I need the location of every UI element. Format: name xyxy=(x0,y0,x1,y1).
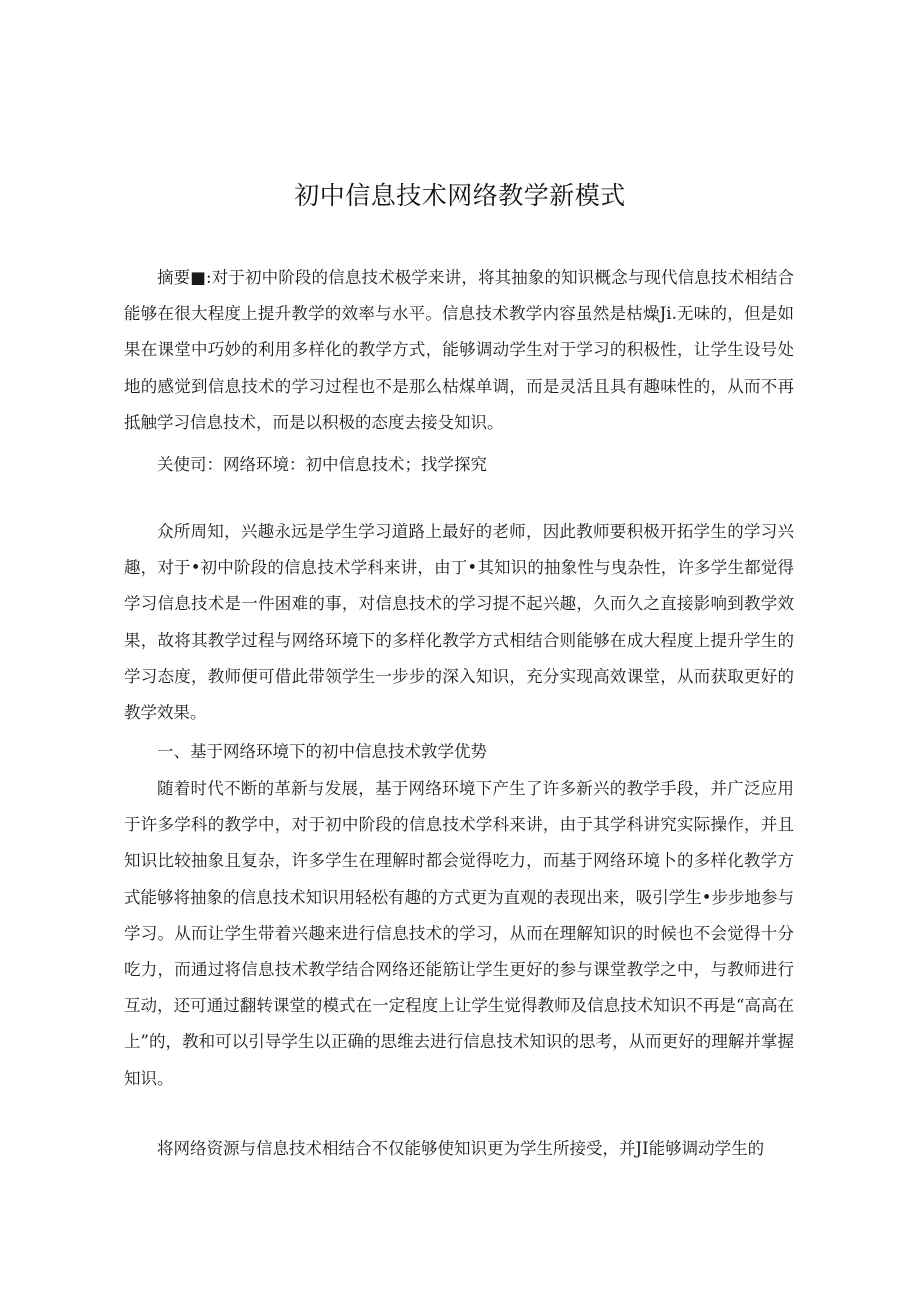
abstract-paragraph: 摘要■:对于初中阶段的信息技术极学来讲，将其抽象的知识概念与现代信息技术相结合能够在很大程度上提升教学的效率与水平。信息技术教学内容虽然是枯燥Ji.无味的，但是如果在课堂中巧妙的利用多样化的教学方式，能够调动学生对于学习的积极性，让学生设号处地的感觉到信息技术的学习过程也不是那么枯煤单调，而是灵活且具有趣味性的，从而不再抵触学习信息技术，而是以积极的态度去接殳知识。 xyxy=(124,268,794,432)
body-paragraph: 将网络资源与信息技术相结合不仅能够使知识更为学生所接受，并JI能够调动学生的 xyxy=(157,1139,765,1158)
keywords-line: 关使司：网络环境：初中信息技术；找学探究 xyxy=(157,455,487,474)
document-title: 初中信息技术网络教学新模式 xyxy=(294,181,626,210)
body-paragraph: 随着时代不断的革新与发展，基于网络环境下产生了许多新兴的教学手段，并广泛应用于许多学科的教学中，对于初中阶段的信息技术学科来讲，由于其学科讲究实际操作，并且知识比较抽象且复杂，许多学生在理解时都会觉得吃力，而基于网络环境卜的多样化教学方式能够将抽象的信息技术知识用轻松有趣的方式更为直观的表现出来，吸引学生•步步地参与学习。从而让学生带着兴趣来进行信息技术的学习，从而在理解知识的时候也不会觉得十分吃力，而通过将信息技术教学结合网络还能筋让学生更好的参与课堂教学之中，与教师进行互动，还可通过翻转课堂的模式在一定程度上让学生觉得教师及信息技术知识不再是“高高在上”的，教和可以引导学生以正确的思维去进行信息技术知识的思考，从而更好的理解并掌握知识。 xyxy=(124,779,794,1088)
section-heading: 一、基于网络环境下的初中信息技术敦学优势 xyxy=(157,742,487,761)
body-paragraph: 众所周知，兴趣永远是学生学习道路上最好的老师，因此教师要积极开拓学生的学习兴趣，对于•初中阶段的信息技术学科来讲，由丁•其知识的抽象性与曳杂性，许多学生都觉得学习信息技术是一件困难的事，对信息技术的学习提不起兴趣，久而久之直接影响到教学效果，故将其教学过程与网络环境下的多样化教学方式相结合则能够在成大程度上提升学生的学习态度，教师便可借此带领学生一步步的深入知识，充分实现高效课堂，从而获取更好的教学效果。 xyxy=(124,522,794,723)
